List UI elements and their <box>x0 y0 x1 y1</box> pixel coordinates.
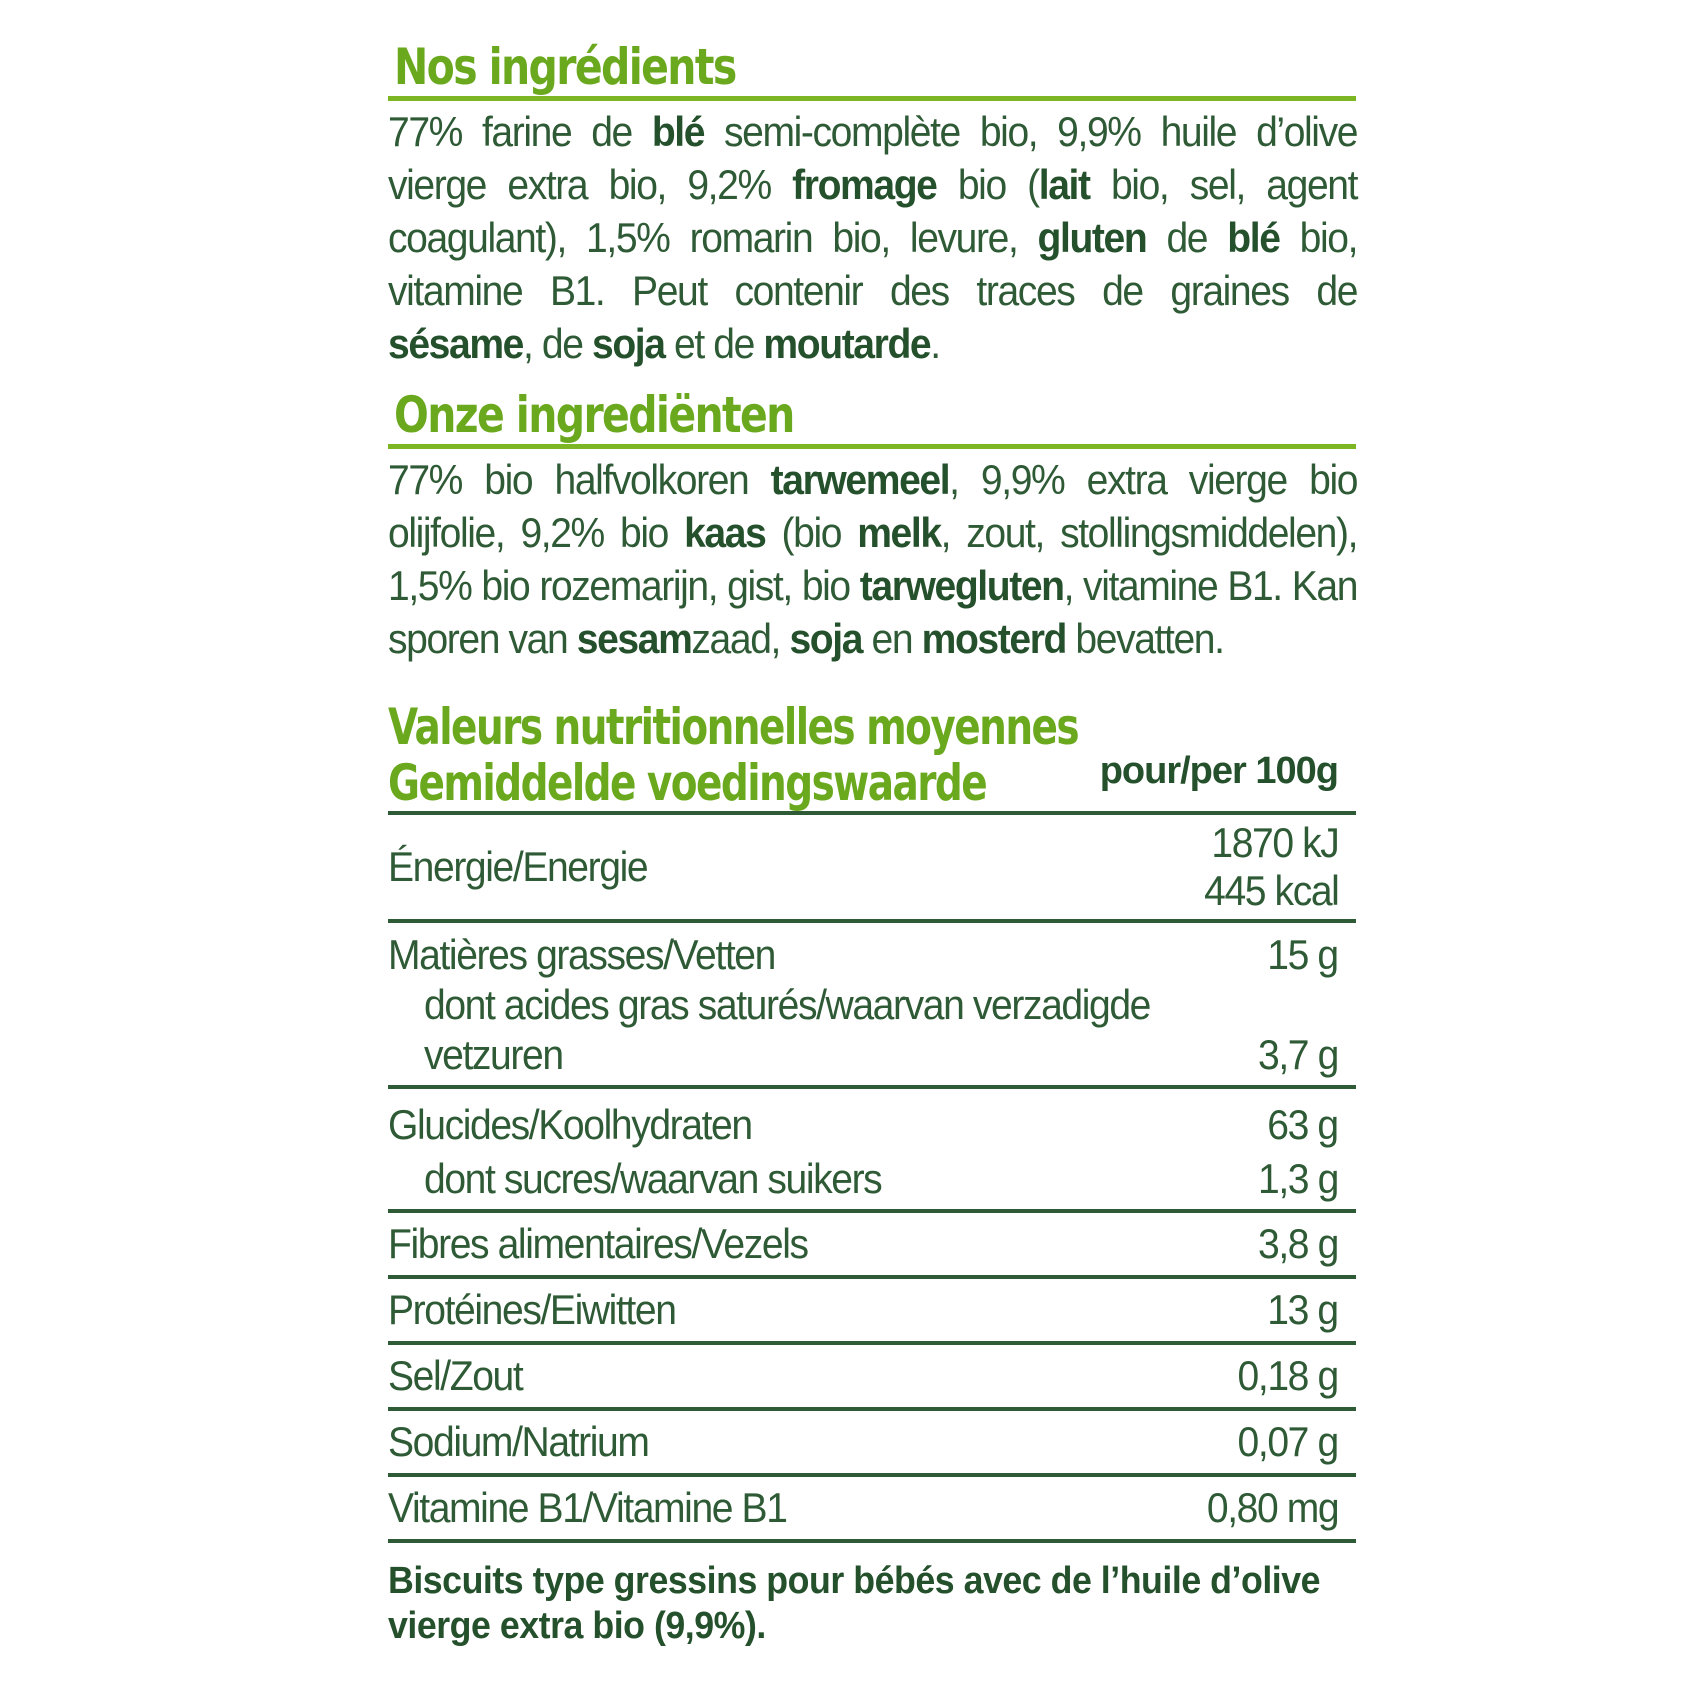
row-fat <box>388 923 1356 1089</box>
nutrition-header <box>388 698 1356 812</box>
carb-label: Glucides/Koolhydraten <box>388 1101 752 1148</box>
energy-kj: 1870 kJ <box>1210 819 1338 866</box>
allergen-term: blé <box>1227 214 1280 261</box>
fat-value: 15 g <box>1267 931 1338 978</box>
ingredient-text: (bio <box>765 509 858 556</box>
row-fibre <box>388 1213 1356 1279</box>
label-panel <box>388 38 1356 1649</box>
per-100g-label: pour/per 100g <box>1099 750 1338 792</box>
energy-label: Énergie/Energie <box>388 843 648 890</box>
ingredient-text: en <box>862 615 922 662</box>
ingredient-text: , zout, stollingsmiddelen), 1,5% bio rozemarijn, gist, bio <box>388 509 1358 609</box>
nutrition-title-fr: Valeurs nutritionnelles moyennes <box>388 698 1079 756</box>
ingredient-text: bevatten. <box>1065 615 1224 662</box>
allergen-term: lait <box>1038 161 1090 208</box>
sugar-label: dont sucres/waarvan suikers <box>424 1155 882 1202</box>
row-sodium <box>388 1411 1356 1477</box>
fr-ingredients-section <box>388 38 1356 370</box>
saturated-value: 3,7 g <box>1258 1031 1338 1078</box>
ingredient-text: . <box>930 320 940 367</box>
vitb1-label: Vitamine B1/Vitamine B1 <box>388 1484 787 1531</box>
fibre-label: Fibres alimentaires/Vezels <box>388 1220 808 1267</box>
ingredient-text: 77% bio halfvolkoren <box>388 456 771 503</box>
allergen-term: gluten <box>1037 214 1147 261</box>
fr-ingredients-title: Nos ingrédients <box>394 38 736 96</box>
ingredient-text: 77% farine de <box>388 108 652 155</box>
allergen-term: tarwegluten <box>859 562 1064 609</box>
saturated-label-line1: dont acides gras saturés/waarvan verzadigde <box>424 981 1151 1028</box>
ingredient-text: , 9,9% extra vierge bio olijfolie, 9,2% bio <box>388 456 1358 556</box>
energy-value <box>1204 819 1338 915</box>
saturated-label-line2: vetzuren <box>424 1031 563 1078</box>
allergen-term: sesam <box>576 615 692 662</box>
fr-ingredients-text <box>388 105 1357 370</box>
ingredient-text: , de <box>522 320 593 367</box>
ingredient-text: semi-complète bio, 9,9% huile d’olive vierge extra bio, 9,2% <box>388 108 1358 208</box>
protein-label: Protéines/Eiwitten <box>388 1286 676 1333</box>
row-energy <box>388 815 1356 923</box>
sodium-label: Sodium/Natrium <box>388 1418 649 1465</box>
allergen-term: soja <box>789 615 863 662</box>
ingredient-text: zaad, <box>691 615 790 662</box>
ingredient-text: bio ( <box>936 161 1039 208</box>
row-salt <box>388 1345 1356 1411</box>
nl-ingredients-section <box>388 386 1356 665</box>
allergen-term: moutarde <box>763 320 931 367</box>
salt-label: Sel/Zout <box>388 1352 523 1399</box>
protein-value: 13 g <box>1267 1286 1338 1333</box>
nl-ingredients-text <box>388 453 1357 665</box>
carb-value: 63 g <box>1267 1101 1338 1148</box>
allergen-term: mosterd <box>921 615 1066 662</box>
row-protein <box>388 1279 1356 1345</box>
sugar-value: 1,3 g <box>1258 1155 1338 1202</box>
allergen-term: soja <box>592 320 665 367</box>
ingredient-text: , vitamine B1. Kan sporen van <box>388 562 1358 662</box>
ingredient-text: bio, sel, agent coagulant), 1,5% romarin bio, levure, <box>388 161 1358 261</box>
ingredient-text: bio, vitamine B1. Peut contenir des traces de graines de <box>388 214 1358 314</box>
salt-value: 0,18 g <box>1237 1352 1338 1399</box>
sodium-value: 0,07 g <box>1237 1418 1338 1465</box>
title-underline <box>388 96 1356 101</box>
row-carbohydrates <box>388 1089 1356 1213</box>
allergen-term: tarwemeel <box>770 456 950 503</box>
nutrition-title-nl: Gemiddelde voedingswaarde <box>388 754 987 812</box>
allergen-term: melk <box>857 509 941 556</box>
row-vitamin-b1 <box>388 1477 1356 1543</box>
title-underline <box>388 444 1356 449</box>
product-description: Biscuits type gressins pour bébés avec de l’huile d’olive vierge extra bio (9,9%). <box>388 1560 1321 1647</box>
fibre-value: 3,8 g <box>1258 1220 1338 1267</box>
ingredient-text: et de <box>664 320 764 367</box>
allergen-term: fromage <box>792 161 937 208</box>
allergen-term: blé <box>651 108 705 155</box>
energy-kcal: 445 kcal <box>1203 867 1338 914</box>
ingredient-text: de <box>1146 214 1228 261</box>
nl-ingredients-title: Onze ingrediënten <box>394 386 794 444</box>
nutrition-table <box>388 811 1356 1543</box>
allergen-term: kaas <box>684 509 766 556</box>
vitb1-value: 0,80 mg <box>1206 1484 1338 1531</box>
allergen-term: sésame <box>388 320 523 367</box>
fat-label: Matières grasses/Vetten <box>388 931 775 978</box>
